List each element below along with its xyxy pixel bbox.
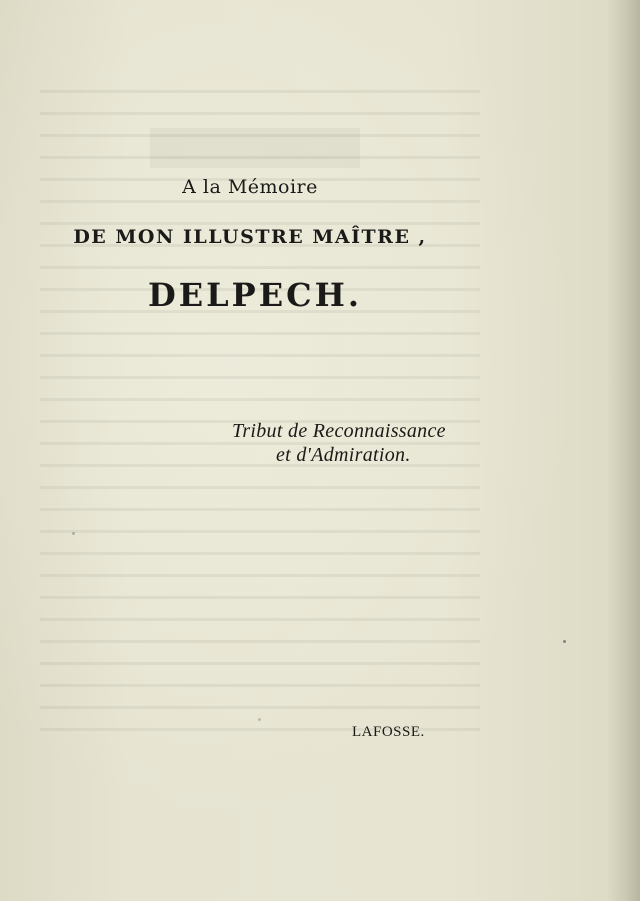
tribute-line-2: et d'Admiration. <box>276 444 411 466</box>
show-through-title <box>150 128 360 168</box>
tribute-line-1: Tribut de Reconnaissance <box>232 420 446 442</box>
page-edge-shadow <box>606 0 640 901</box>
author-signature: LAFOSSE. <box>352 724 425 740</box>
paper-speck <box>72 532 75 535</box>
dedicatee-name: DELPECH. <box>148 276 362 314</box>
master-line: DE MON ILLUSTRE MAÎTRE , <box>73 226 427 248</box>
paper-speck <box>563 640 566 643</box>
paper-speck <box>258 718 261 721</box>
dedication-line: A la Mémoire <box>182 176 318 198</box>
